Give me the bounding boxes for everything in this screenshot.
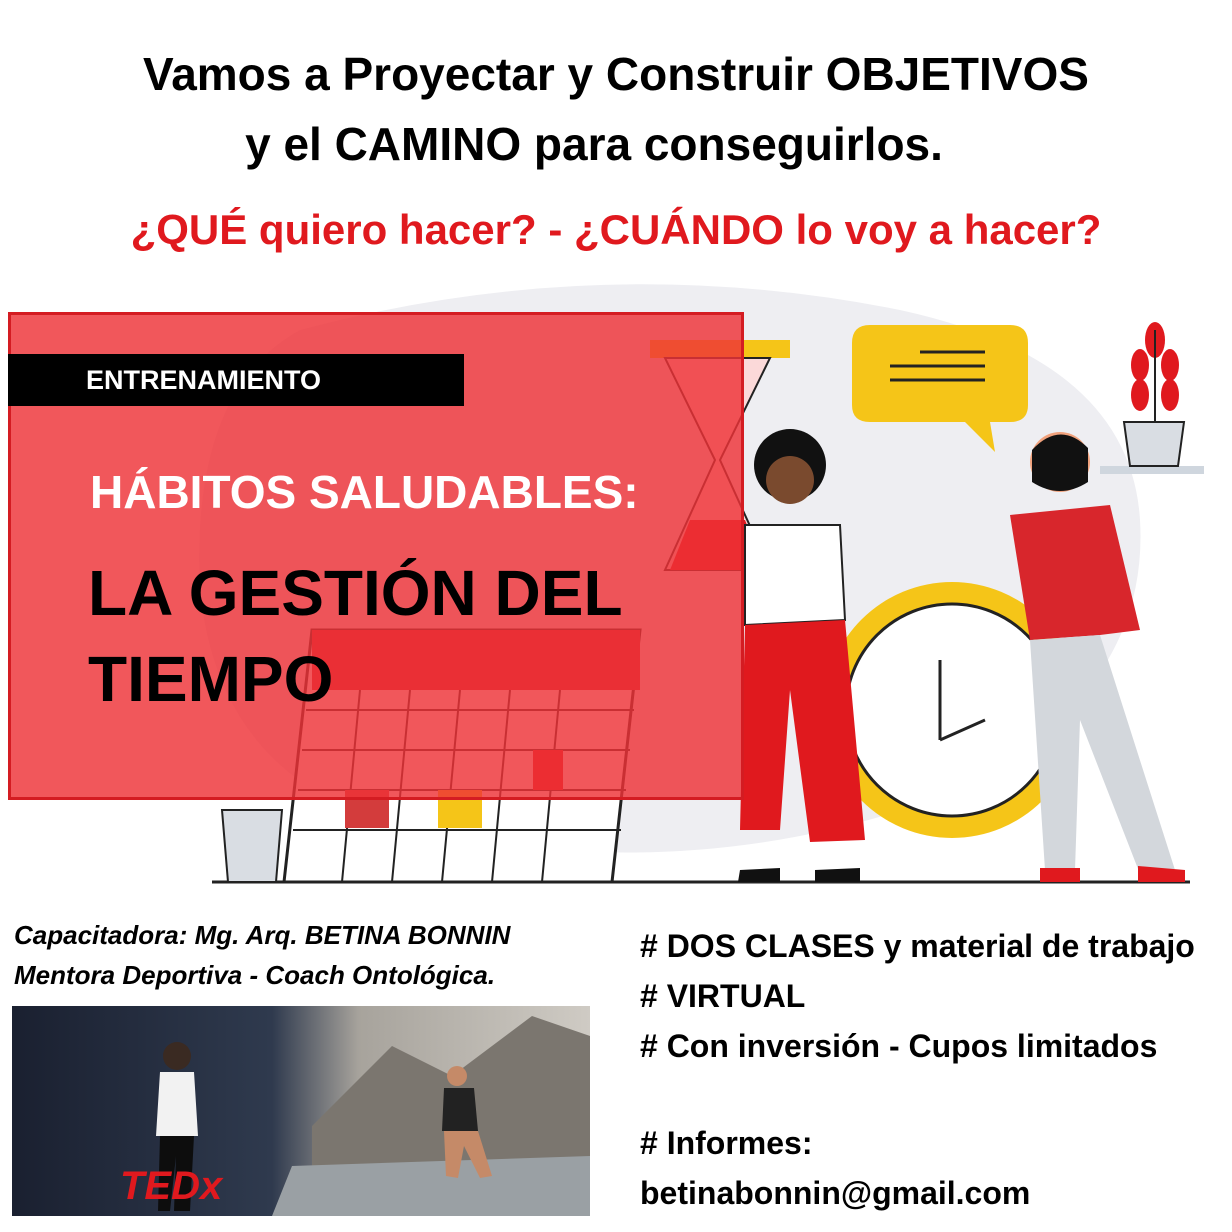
question-text: ¿QUÉ quiero hacer? - ¿CUÁNDO lo voy a hacer? (130, 206, 1102, 253)
headline-line-1: Vamos a Proyectar y Construir OBJETIVOS (143, 48, 1089, 100)
info-virtual: # VIRTUAL (640, 978, 806, 1014)
banner-title (88, 550, 728, 722)
info-contact-label: # Informes: (640, 1125, 813, 1161)
headline-line-2: y el CAMINO para conseguirlos. (245, 118, 943, 170)
banner-title-line-1: LA GESTIÓN DEL (88, 557, 623, 629)
photo-collage (12, 1006, 590, 1216)
info-classes: # DOS CLASES y material de trabajo (640, 928, 1195, 964)
banner-subtitle: HÁBITOS SALUDABLES: (90, 466, 639, 518)
trainer-role: Mentora Deportiva - Coach Ontológica. (14, 960, 496, 990)
contact-email[interactable]: betinabonnin@gmail.com (640, 1175, 1031, 1211)
trainer-photo (12, 1006, 590, 1216)
trainer-name: Capacitadora: Mg. Arq. BETINA BONNIN (14, 920, 511, 950)
info-investment: # Con inversión - Cupos limitados (640, 1028, 1158, 1064)
training-tag: ENTRENAMIENTO (8, 354, 464, 406)
banner-title-line-2: TIEMPO (88, 643, 334, 715)
tedx-logo: TEDx (120, 1164, 223, 1208)
